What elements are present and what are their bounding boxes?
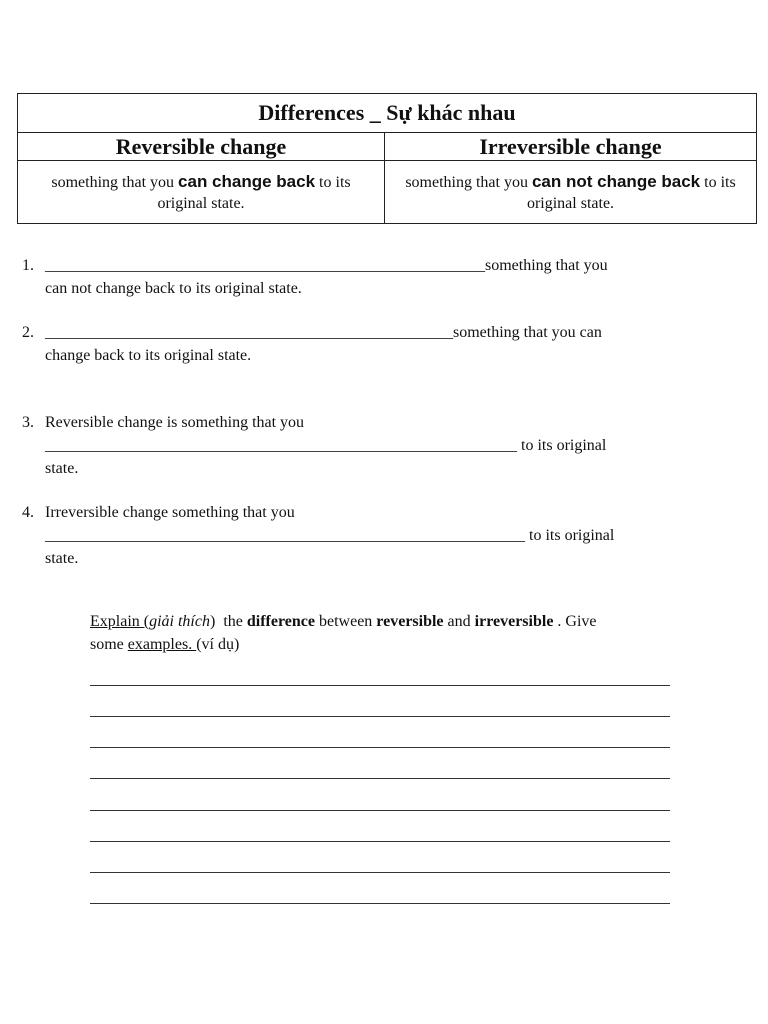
def-text: something that you — [51, 173, 179, 191]
question-1 — [22, 254, 672, 300]
answer-blank[interactable]: ___________________________________________________ — [45, 324, 453, 341]
question-text: can not change back to its original state. — [45, 280, 302, 297]
keyword: irreversible — [474, 613, 554, 630]
answer-blank[interactable]: ___________________________________________________________ — [45, 437, 517, 454]
answer-blank[interactable]: ____________________________________________________________ — [45, 527, 525, 544]
question-number: 1. — [22, 257, 34, 274]
vietnamese-gloss: (ví dụ) — [196, 636, 240, 653]
prompt-text: between — [314, 613, 377, 630]
vietnamese-gloss: giải thích — [149, 613, 210, 630]
explain-word: Explain — [90, 613, 144, 630]
paren: ) — [209, 613, 216, 630]
def-text: to its original state. — [526, 173, 736, 212]
differences-table — [17, 93, 757, 224]
def-key-phrase: can change back — [178, 171, 316, 191]
question-number: 2. — [22, 324, 34, 341]
question-text: state. — [45, 550, 79, 567]
table-title: Differences _ Sự khác nhau — [18, 94, 757, 133]
irreversible-definition — [385, 161, 757, 224]
writing-line[interactable] — [90, 747, 670, 748]
def-text: to its original state. — [157, 173, 351, 212]
writing-line[interactable] — [90, 778, 670, 779]
prompt-text: and — [443, 613, 475, 630]
question-text: something that you — [485, 257, 608, 274]
answer-blank[interactable]: _______________________________________________________ — [45, 257, 485, 274]
question-3 — [22, 411, 672, 480]
explain-prompt — [90, 610, 675, 656]
prompt-text: the — [215, 613, 247, 630]
question-text: something that you can — [453, 324, 602, 341]
prompt-text: some — [90, 636, 128, 653]
question-2 — [22, 321, 672, 367]
writing-line[interactable] — [90, 903, 670, 904]
question-text: Irreversible change something that you — [45, 504, 295, 521]
question-text: state. — [45, 460, 79, 477]
paren: ( — [143, 613, 150, 630]
def-key-phrase: can not change back — [531, 171, 701, 191]
examples-word: examples. — [127, 636, 197, 653]
header-reversible: Reversible change — [18, 133, 385, 161]
question-text: to its original — [517, 437, 607, 454]
question-4 — [22, 501, 672, 570]
writing-line[interactable] — [90, 872, 670, 873]
header-irreversible: Irreversible change — [385, 133, 757, 161]
question-number: 4. — [22, 504, 34, 521]
keyword: reversible — [376, 613, 444, 630]
question-text: to its original — [525, 527, 615, 544]
keyword: difference — [246, 613, 315, 630]
question-text: Reversible change is something that you — [45, 414, 305, 431]
writing-line[interactable] — [90, 841, 670, 842]
question-number: 3. — [22, 414, 34, 431]
prompt-text: . Give — [553, 613, 597, 630]
writing-line[interactable] — [90, 716, 670, 717]
writing-line[interactable] — [90, 810, 670, 811]
question-text: change back to its original state. — [45, 347, 252, 364]
writing-line[interactable] — [90, 685, 670, 686]
def-text: something that you — [405, 173, 532, 191]
reversible-definition — [18, 161, 385, 224]
